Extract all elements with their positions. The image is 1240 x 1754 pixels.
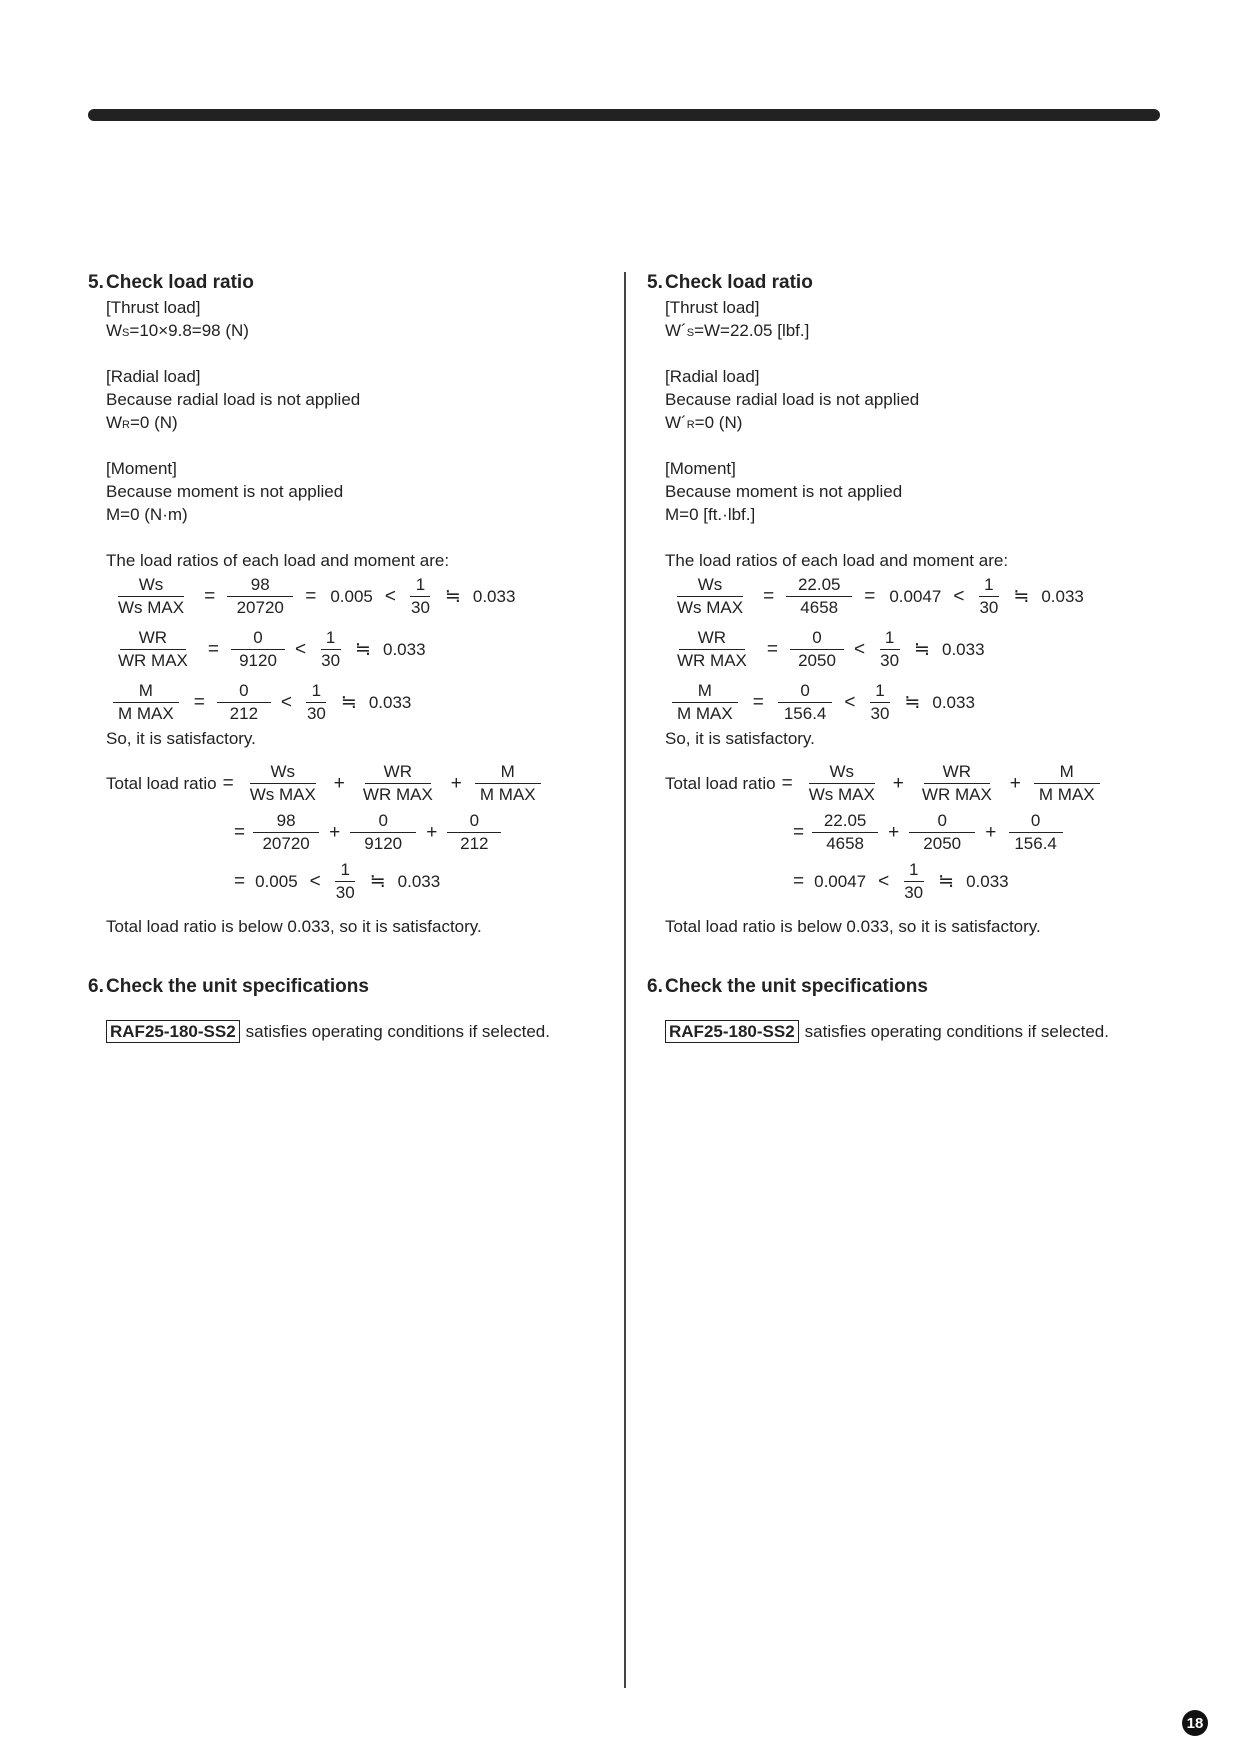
math-term: 30	[321, 651, 341, 670]
limit-value: 0.033	[966, 871, 1009, 891]
math-term: 30	[880, 651, 900, 670]
math-term: M MAX	[677, 704, 733, 723]
math-term: Ws MAX	[118, 598, 185, 617]
fraction	[866, 681, 895, 724]
math-term: WR MAX	[921, 785, 992, 804]
math-term: Ws	[809, 762, 875, 784]
thrust-subscript: S	[122, 327, 130, 339]
math-term: 1	[870, 681, 890, 703]
fraction	[812, 811, 878, 854]
math-term: 4658	[800, 598, 839, 617]
math-term: <	[953, 585, 965, 607]
math-term: WR	[924, 762, 990, 784]
ratio-value: 0.005	[330, 586, 373, 606]
math-term: =	[752, 691, 764, 713]
fraction	[110, 681, 182, 724]
math-term: 1	[904, 860, 924, 882]
fraction	[242, 762, 324, 805]
fraction	[350, 811, 416, 854]
math-term: ≒	[355, 639, 371, 660]
math-term: =	[204, 585, 216, 607]
math-term: =	[781, 772, 793, 794]
math-term: =	[193, 691, 205, 713]
fraction	[231, 628, 285, 671]
fraction	[227, 575, 293, 618]
math-term: 30	[306, 704, 326, 723]
fraction	[786, 575, 852, 618]
limit-value: 0.033	[932, 692, 975, 712]
math-term: ≒	[444, 586, 461, 607]
thrust-load-formula	[665, 319, 1147, 342]
fraction	[899, 860, 928, 903]
math-term: 0	[217, 681, 271, 703]
total-ratio-result	[226, 860, 588, 903]
math-term: Ws MAX	[249, 785, 316, 804]
radial-subscript: R	[686, 419, 695, 431]
moment-text: Because moment is not applied	[106, 482, 344, 501]
section-number: 6.	[647, 976, 663, 997]
math-term: =	[222, 772, 234, 794]
math-term: 30	[979, 598, 999, 617]
thrust-load-title: [Thrust load]	[665, 298, 760, 317]
total-ratio-equation	[106, 762, 588, 805]
radial-load-title: [Radial load]	[106, 367, 201, 386]
section-5-heading	[647, 270, 1147, 296]
fraction	[669, 681, 741, 724]
math-term: <	[295, 638, 307, 660]
radial-subscript: R	[122, 419, 130, 431]
moment-value: M=0 (N·m)	[106, 505, 188, 524]
math-term: 0	[790, 628, 844, 650]
math-term: 0	[447, 811, 501, 833]
math-term: M	[475, 762, 541, 784]
math-term: 2050	[923, 834, 962, 853]
math-term: <	[844, 691, 856, 713]
math-term: ≒	[938, 871, 955, 892]
thrust-symbol: W´	[665, 321, 687, 340]
left-column	[88, 270, 588, 1043]
math-term: =	[766, 638, 778, 660]
math-term: ≒	[1013, 586, 1030, 607]
math-term: M MAX	[1038, 785, 1095, 804]
math-term: =	[234, 821, 246, 843]
math-term: WR	[679, 628, 745, 650]
column-divider	[624, 272, 626, 1688]
math-term: 30	[904, 883, 924, 902]
section-title: Check the unit specifications	[665, 976, 928, 997]
moment-text: Because moment is not applied	[665, 482, 903, 501]
ratio-value: 0.0047	[889, 586, 942, 606]
model-name: RAF25-180-SS2	[665, 1020, 799, 1043]
math-term: 156.4	[1014, 834, 1057, 853]
math-term: =	[234, 870, 246, 892]
math-term: =	[864, 585, 876, 607]
thrust-subscript: S	[686, 327, 695, 339]
math-term: 156.4	[783, 704, 827, 723]
total-conclusion: Total load ratio is below 0.033, so it is satisfactory.	[106, 917, 482, 936]
math-term: 1	[880, 628, 900, 650]
math-term: 30	[335, 883, 355, 902]
radial-equation: =0 (N)	[130, 413, 178, 432]
section-title: Check the unit specifications	[106, 976, 369, 997]
math-term: 4658	[826, 834, 865, 853]
math-term: WR MAX	[118, 651, 188, 670]
spec-line	[106, 1020, 588, 1043]
math-term: 98	[227, 575, 293, 597]
fraction	[790, 628, 844, 671]
math-term: Ws MAX	[677, 598, 744, 617]
math-term: +	[892, 772, 904, 794]
radial-load-text: Because radial load is not applied	[665, 390, 920, 409]
math-term: =	[763, 585, 775, 607]
math-term: M	[113, 681, 179, 703]
math-term: 1	[321, 628, 341, 650]
math-term: +	[329, 821, 341, 843]
math-term: WR MAX	[362, 785, 433, 804]
thrust-ratio-equation	[106, 575, 588, 618]
math-term: 9120	[239, 651, 277, 670]
limit-value: 0.033	[397, 871, 441, 891]
math-term: 98	[253, 811, 319, 833]
math-term: 212	[229, 704, 259, 723]
radial-ratio-equation	[665, 628, 1147, 671]
section-5-body	[647, 296, 1147, 938]
math-term: Ws	[118, 575, 184, 597]
math-term: WR MAX	[677, 651, 747, 670]
thrust-load-title: [Thrust load]	[106, 298, 201, 317]
total-conclusion: Total load ratio is below 0.033, so it is satisfactory.	[665, 917, 1041, 936]
radial-symbol: W´	[665, 413, 687, 432]
math-term: ≒	[914, 639, 930, 660]
total-ratio-values	[226, 811, 588, 854]
radial-symbol: W	[106, 413, 123, 432]
math-term: M	[1034, 762, 1100, 784]
satisfactory-text: So, it is satisfactory.	[106, 729, 256, 748]
math-term: 212	[460, 834, 489, 853]
moment-value: M=0 [ft.·lbf.]	[665, 505, 756, 524]
moment-title: [Moment]	[665, 459, 736, 478]
fraction	[253, 811, 319, 854]
fraction	[909, 811, 975, 854]
limit-value: 0.033	[941, 639, 985, 659]
fraction	[302, 681, 331, 724]
math-term: 1	[335, 860, 355, 882]
radial-equation: =0 (N)	[694, 413, 743, 432]
math-term: 9120	[364, 834, 403, 853]
math-term: 2050	[798, 651, 836, 670]
math-term: =	[793, 870, 805, 892]
spec-text: satisfies operating conditions if selected.	[245, 1021, 550, 1041]
fraction	[669, 628, 755, 671]
limit-value: 0.033	[382, 639, 426, 659]
thrust-ratio-equation	[665, 575, 1147, 618]
section-number: 5.	[647, 272, 663, 293]
math-term: M MAX	[479, 785, 536, 804]
math-term: 0	[909, 811, 975, 833]
fraction	[472, 762, 544, 805]
math-term: +	[333, 772, 345, 794]
fraction	[447, 811, 501, 854]
math-term: +	[1009, 772, 1021, 794]
spec-line	[665, 1020, 1147, 1043]
total-ratio-result	[785, 860, 1147, 903]
math-term: <	[878, 870, 890, 892]
math-term: 22.05	[812, 811, 878, 833]
fraction	[217, 681, 271, 724]
math-term: ≒	[369, 871, 386, 892]
section-5-body	[88, 296, 588, 938]
math-term: =	[207, 638, 219, 660]
math-term: WR	[365, 762, 431, 784]
math-term: 20720	[236, 598, 284, 617]
math-term: 0	[1009, 811, 1063, 833]
total-ratio-value: 0.005	[255, 871, 298, 891]
spec-text: satisfies operating conditions if selected.	[804, 1021, 1109, 1041]
radial-ratio-equation	[106, 628, 588, 671]
satisfactory-text: So, it is satisfactory.	[665, 729, 815, 748]
radial-load-text: Because radial load is not applied	[106, 390, 361, 409]
math-term: WR	[120, 628, 186, 650]
math-term: 1	[306, 681, 326, 703]
limit-value: 0.033	[368, 692, 412, 712]
moment-ratio-equation	[106, 681, 588, 724]
fraction	[974, 575, 1003, 618]
right-column	[647, 270, 1147, 1043]
fraction	[355, 762, 441, 805]
radial-load-formula	[106, 411, 588, 434]
math-term: <	[384, 585, 396, 607]
math-term: +	[426, 821, 438, 843]
total-ratio-equation	[665, 762, 1147, 805]
thrust-equation: =10×9.8=98 (N)	[129, 321, 249, 340]
ratios-intro: The load ratios of each load and moment are:	[106, 551, 450, 570]
math-term: Ws	[250, 762, 316, 784]
section-6-heading	[647, 974, 1147, 1000]
fraction	[331, 860, 360, 903]
section-5-heading	[88, 270, 588, 296]
math-term: Ws MAX	[808, 785, 875, 804]
fraction	[875, 628, 904, 671]
thrust-equation: =W=22.05 [lbf.]	[694, 321, 810, 340]
math-term: <	[854, 638, 866, 660]
math-term: =	[793, 821, 805, 843]
fraction	[776, 681, 835, 724]
ratios-intro: The load ratios of each load and moment are:	[665, 551, 1009, 570]
math-term: Ws	[677, 575, 743, 597]
radial-load-title: [Radial load]	[665, 367, 760, 386]
math-term: M	[672, 681, 738, 703]
page-number: 18	[1182, 1710, 1208, 1736]
section-title: Check load ratio	[106, 272, 254, 293]
section-number: 6.	[88, 976, 104, 997]
fraction	[406, 575, 435, 618]
radial-load-formula	[665, 411, 1147, 434]
total-ratio-value: 0.0047	[814, 871, 867, 891]
fraction	[110, 628, 196, 671]
model-name: RAF25-180-SS2	[106, 1020, 240, 1043]
total-ratio-values	[785, 811, 1147, 854]
fraction	[669, 575, 751, 618]
total-label: Total load ratio	[665, 773, 776, 793]
fraction	[801, 762, 883, 805]
math-term: 30	[410, 598, 430, 617]
math-term: 0	[778, 681, 832, 703]
fraction	[1031, 762, 1103, 805]
section-title: Check load ratio	[665, 272, 813, 293]
moment-title: [Moment]	[106, 459, 177, 478]
header-bar	[88, 109, 1160, 121]
math-term: =	[305, 585, 317, 607]
math-term: +	[450, 772, 462, 794]
fraction	[1006, 811, 1065, 854]
math-term: 1	[410, 575, 430, 597]
math-term: <	[309, 870, 321, 892]
fraction	[110, 575, 192, 618]
math-term: 30	[870, 704, 890, 723]
math-term: 1	[979, 575, 999, 597]
thrust-symbol: W	[106, 321, 123, 340]
math-term: +	[985, 821, 997, 843]
math-term: 0	[231, 628, 285, 650]
total-label: Total load ratio	[106, 773, 217, 793]
math-term: +	[888, 821, 900, 843]
math-term: ≒	[340, 692, 357, 713]
math-term: 22.05	[786, 575, 852, 597]
limit-value: 0.033	[1041, 586, 1084, 606]
math-term: M MAX	[118, 704, 174, 723]
math-term: 0	[350, 811, 416, 833]
math-term: <	[280, 691, 292, 713]
section-number: 5.	[88, 272, 104, 293]
math-term: ≒	[904, 692, 921, 713]
limit-value: 0.033	[472, 586, 516, 606]
thrust-load-formula	[106, 319, 588, 342]
fraction	[316, 628, 345, 671]
math-term: 20720	[262, 834, 310, 853]
moment-ratio-equation	[665, 681, 1147, 724]
section-6-heading	[88, 974, 588, 1000]
fraction	[914, 762, 1000, 805]
